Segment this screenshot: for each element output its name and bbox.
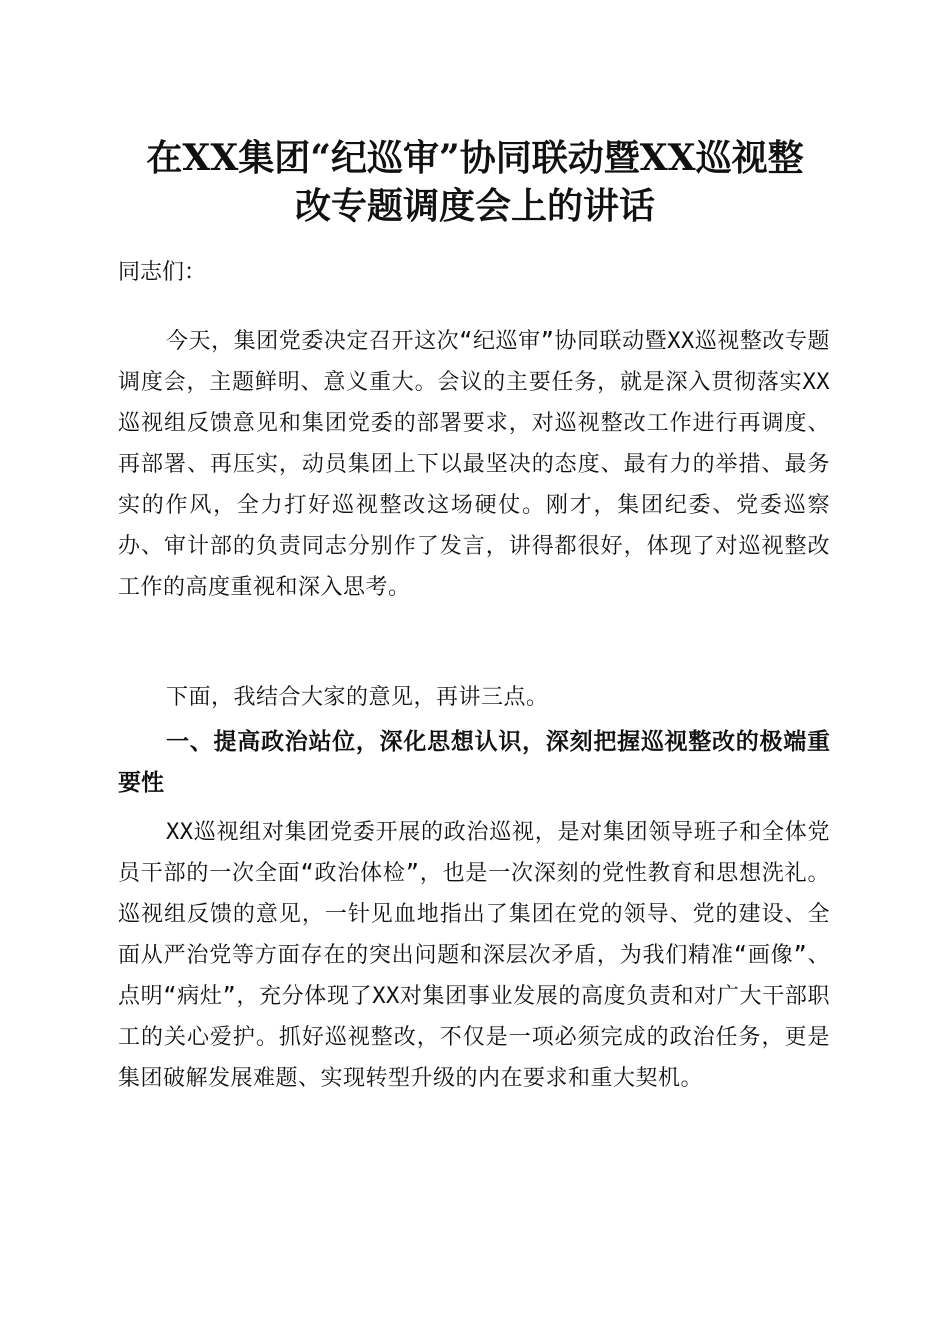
document-title-line-1: 在XX集团“纪巡审”协同联动暨XX巡视整 <box>146 137 804 179</box>
paragraph-transition: 下面，我结合大家的意见，再讲三点。 <box>166 685 549 710</box>
document-title-line-2: 改专题调度会上的讲话 <box>294 185 655 227</box>
salutation: 同志们： <box>118 260 207 285</box>
section-heading-1: 一、提高政治站位，深化思想认识，深刻把握巡视整改的极端重要性 <box>118 729 830 796</box>
paragraph-section-1: XX巡视组对集团党委开展的政治巡视，是对集团领导班子和全体党员干部的一次全面“政治体检”，也是一次深刻的党性教育和思想洗礼。巡视组反馈的意见，一针见血地指出了集团在党的领导、党的建设、全面从严治党等方面存在的突出问题和深层次矛盾，为我们精准“画像”、点明“病灶”，充分体现了XX对集团事业发展的高度负责和对广大干部职工的关心爱护。抓好巡视整改，不仅是一项必须完成的政治任务，更是集团破解发展难题、实现转型升级的内在要求和重大契机。 <box>118 820 830 1091</box>
paragraph-opening: 今天，集团党委决定召开这次“纪巡审”协同联动暨XX巡视整改专题调度会，主题鲜明、意义重大。会议的主要任务，就是深入贯彻落实XX巡视组反馈意见和集团党委的部署要求，对巡视整改工作进行再调度、再部署、再压实，动员集团上下以最坚决的态度、最有力的举措、最务实的作风，全力打好巡视整改这场硬仗。刚才，集团纪委、党委巡察办、审计部的负责同志分别作了发言，讲得都很好，体现了对巡视整改工作的高度重视和深入思考。 <box>118 329 830 600</box>
